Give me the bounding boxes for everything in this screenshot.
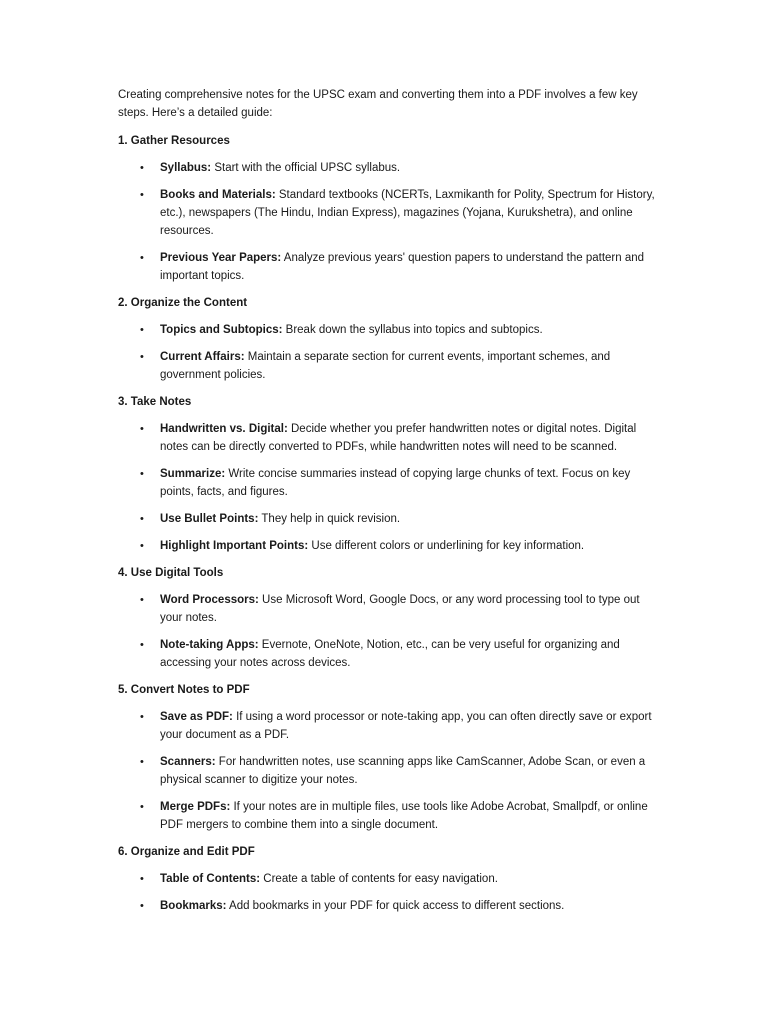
bullet-icon: • bbox=[140, 711, 144, 723]
intro-paragraph: Creating comprehensive notes for the UPSC exam and converting them into a PDF involves a few key steps. Here’s a detailed guide: bbox=[118, 89, 638, 119]
item-text: Use Microsoft Word, Google Docs, or any word processing tool to type out your notes. bbox=[160, 594, 640, 624]
item-text: If using a word processor or note-taking app, you can often directly save or export your document as a PDF. bbox=[160, 711, 652, 741]
list-item bbox=[118, 708, 656, 744]
section bbox=[118, 843, 656, 915]
list-item bbox=[118, 753, 656, 789]
bullet-icon: • bbox=[140, 540, 144, 552]
list-item bbox=[118, 510, 656, 528]
item-term: Table of Contents: bbox=[160, 873, 261, 885]
item-text: They help in quick revision. bbox=[258, 513, 401, 525]
list-item bbox=[118, 159, 656, 177]
list-item bbox=[118, 870, 656, 888]
item-term: Save as PDF: bbox=[160, 711, 233, 723]
section bbox=[118, 132, 656, 285]
list-item bbox=[118, 897, 656, 915]
item-text: Write concise summaries instead of copying large chunks of text. Focus on key points, facts, and figures. bbox=[160, 468, 631, 498]
bullet-icon: • bbox=[140, 801, 144, 813]
section bbox=[118, 393, 656, 555]
item-term: Topics and Subtopics: bbox=[160, 324, 283, 336]
bullet-list bbox=[118, 420, 656, 555]
list-item bbox=[118, 420, 656, 456]
section-heading: 6. Organize and Edit PDF bbox=[118, 846, 255, 858]
bullet-icon: • bbox=[140, 513, 144, 525]
item-text: Maintain a separate section for current events, important schemes, and government policies. bbox=[160, 351, 611, 381]
section-heading: 1. Gather Resources bbox=[118, 135, 230, 147]
section bbox=[118, 294, 656, 384]
list-item bbox=[118, 465, 656, 501]
bullet-list bbox=[118, 870, 656, 915]
item-text: If your notes are in multiple files, use tools like Adobe Acrobat, Smallpdf, or online PDF mergers to combine them into a single document. bbox=[160, 801, 648, 831]
section-heading: 3. Take Notes bbox=[118, 396, 192, 408]
item-text: Standard textbooks (NCERTs, Laxmikanth for Polity, Spectrum for History, etc.), newspapers (The Hindu, Indian Express), magazines (Yojana, Kurukshetra), and online resources. bbox=[160, 189, 655, 237]
bullet-icon: • bbox=[140, 252, 144, 264]
item-term: Summarize: bbox=[160, 468, 226, 480]
list-item bbox=[118, 636, 656, 672]
item-term: Current Affairs: bbox=[160, 351, 245, 363]
bullet-icon: • bbox=[140, 189, 144, 201]
item-text: Start with the official UPSC syllabus. bbox=[211, 162, 401, 174]
bullet-icon: • bbox=[140, 423, 144, 435]
bullet-icon: • bbox=[140, 900, 144, 912]
bullet-icon: • bbox=[140, 162, 144, 174]
bullet-icon: • bbox=[140, 756, 144, 768]
item-text: Add bookmarks in your PDF for quick access to different sections. bbox=[226, 900, 565, 912]
item-term: Note-taking Apps: bbox=[160, 639, 259, 651]
list-item bbox=[118, 321, 656, 339]
section-heading: 2. Organize the Content bbox=[118, 297, 248, 309]
item-term: Highlight Important Points: bbox=[160, 540, 309, 552]
bullet-icon: • bbox=[140, 594, 144, 606]
item-text: Analyze previous years' question papers to understand the pattern and important topics. bbox=[160, 252, 645, 282]
list-item bbox=[118, 537, 656, 555]
section-heading: 4. Use Digital Tools bbox=[118, 567, 224, 579]
list-item bbox=[118, 186, 656, 240]
item-term: Books and Materials: bbox=[160, 189, 276, 201]
item-text: For handwritten notes, use scanning apps like CamScanner, Adobe Scan, or even a physical scanner to digitize your notes. bbox=[160, 756, 646, 786]
bullet-list bbox=[118, 159, 656, 285]
bullet-list bbox=[118, 321, 656, 384]
item-text: Break down the syllabus into topics and subtopics. bbox=[282, 324, 543, 336]
bullet-list bbox=[118, 708, 656, 834]
item-text: Use different colors or underlining for key information. bbox=[308, 540, 585, 552]
item-term: Handwritten vs. Digital: bbox=[160, 423, 288, 435]
section bbox=[118, 564, 656, 672]
bullet-icon: • bbox=[140, 873, 144, 885]
bullet-list bbox=[118, 591, 656, 672]
bullet-icon: • bbox=[140, 351, 144, 363]
item-term: Scanners: bbox=[160, 756, 216, 768]
bullet-icon: • bbox=[140, 639, 144, 651]
list-item bbox=[118, 798, 656, 834]
sections-container bbox=[118, 132, 656, 915]
bullet-icon: • bbox=[140, 324, 144, 336]
item-term: Use Bullet Points: bbox=[160, 513, 259, 525]
section bbox=[118, 681, 656, 834]
item-text: Evernote, OneNote, Notion, etc., can be very useful for organizing and accessing your notes across devices. bbox=[160, 639, 620, 669]
section-heading: 5. Convert Notes to PDF bbox=[118, 684, 250, 696]
item-term: Previous Year Papers: bbox=[160, 252, 282, 264]
item-term: Word Processors: bbox=[160, 594, 259, 606]
item-text: Decide whether you prefer handwritten notes or digital notes. Digital notes can be directly converted to PDFs, while handwritten notes will need to be scanned. bbox=[160, 423, 637, 453]
item-text: Create a table of contents for easy navigation. bbox=[260, 873, 498, 885]
list-item bbox=[118, 591, 656, 627]
list-item bbox=[118, 348, 656, 384]
list-item bbox=[118, 249, 656, 285]
item-term: Merge PDFs: bbox=[160, 801, 231, 813]
item-term: Bookmarks: bbox=[160, 900, 227, 912]
item-term: Syllabus: bbox=[160, 162, 212, 174]
bullet-icon: • bbox=[140, 468, 144, 480]
